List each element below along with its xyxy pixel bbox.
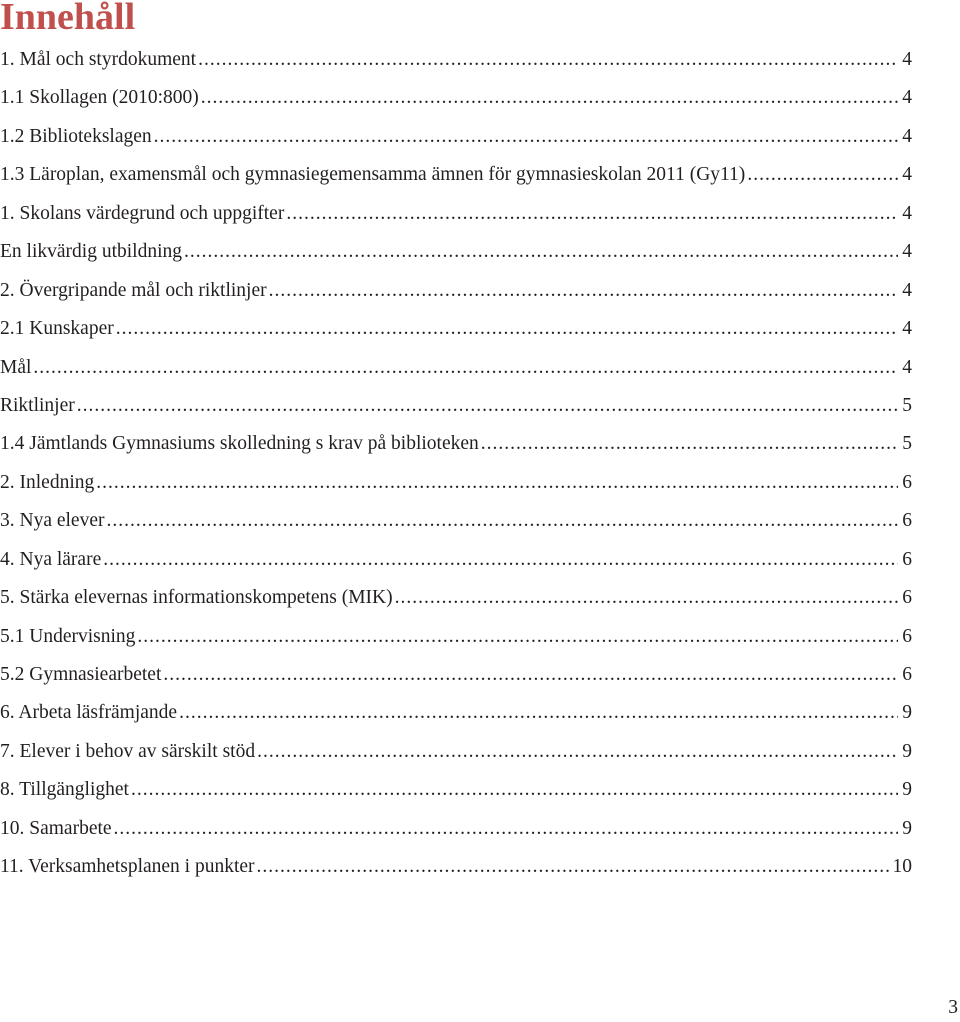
toc-entry-page: 4 <box>902 49 912 70</box>
toc-entry[interactable] <box>0 810 912 848</box>
toc-leader-dots <box>33 349 898 387</box>
toc-entry-label: 2. Övergripande mål och riktlinjer <box>0 279 267 301</box>
toc-entry[interactable] <box>0 79 912 117</box>
toc-entry[interactable] <box>0 233 912 271</box>
toc-entry-label: 1.4 Jämtlands Gymnasiums skolledning s krav på biblioteken <box>0 433 479 455</box>
toc-entry[interactable] <box>0 502 912 540</box>
toc-entry-page: 4 <box>902 87 912 109</box>
toc-entry-page: 4 <box>902 164 912 186</box>
toc-entry[interactable] <box>0 425 912 463</box>
toc-entry[interactable] <box>0 272 912 310</box>
toc-entry[interactable] <box>0 464 912 502</box>
toc-title: Innehåll <box>0 0 136 38</box>
toc-entry[interactable] <box>0 349 912 387</box>
page-number: 3 <box>948 997 958 1018</box>
toc-entry-page: 9 <box>902 702 912 724</box>
toc-leader-dots <box>114 810 899 848</box>
toc-entry-label: 1. Skolans värdegrund och uppgifter <box>0 202 285 224</box>
toc-entry[interactable] <box>0 848 912 886</box>
toc-entry-page: 9 <box>902 740 912 762</box>
toc-leader-dots <box>201 79 898 117</box>
toc-entry-label: Mål <box>0 356 32 378</box>
toc-entry-page: 6 <box>902 510 912 532</box>
toc-entry-label: 5. Stärka elevernas informationskompetens (MIK) <box>0 587 393 609</box>
toc-entry-page: 6 <box>902 664 912 685</box>
table-of-contents <box>0 41 912 887</box>
toc-entry[interactable] <box>0 771 912 809</box>
toc-entry[interactable] <box>0 41 912 79</box>
toc-leader-dots <box>77 387 899 425</box>
toc-leader-dots <box>103 541 898 579</box>
toc-leader-dots <box>257 733 898 771</box>
toc-leader-dots <box>481 425 898 463</box>
toc-leader-dots <box>131 771 898 809</box>
toc-entry-label: 2.1 Kunskaper <box>0 318 114 340</box>
toc-entry-page: 9 <box>902 817 912 839</box>
toc-leader-dots <box>137 618 898 656</box>
toc-entry-page: 4 <box>902 279 912 301</box>
toc-entry[interactable] <box>0 118 912 156</box>
toc-entry-label: 1.2 Bibliotekslagen <box>0 125 152 147</box>
toc-entry[interactable] <box>0 656 912 694</box>
toc-entry[interactable] <box>0 618 912 656</box>
toc-entry[interactable] <box>0 310 912 348</box>
toc-entry-page: 6 <box>902 587 912 609</box>
toc-leader-dots <box>154 118 899 156</box>
toc-entry-label: 8. Tillgänglighet <box>0 779 129 801</box>
toc-entry[interactable] <box>0 694 912 732</box>
toc-entry-label: 5.1 Undervisning <box>0 625 136 647</box>
toc-entry-label: 11. Verksamhetsplanen i punkter <box>0 856 255 878</box>
toc-leader-dots <box>107 502 899 540</box>
toc-entry-page: 4 <box>902 125 912 147</box>
toc-entry-page: 5 <box>902 433 912 455</box>
toc-leader-dots <box>116 310 899 348</box>
toc-leader-dots <box>179 694 898 732</box>
toc-leader-dots <box>96 464 898 502</box>
toc-entry-page: 6 <box>902 625 912 647</box>
toc-entry[interactable] <box>0 387 912 425</box>
toc-entry-page: 4 <box>902 318 912 340</box>
toc-entry-label: 3. Nya elever <box>0 510 105 532</box>
toc-entry-page: 4 <box>902 356 912 378</box>
toc-entry-label: 1.1 Skollagen (2010:800) <box>0 87 199 109</box>
toc-entry-page: 5 <box>902 394 912 416</box>
toc-entry-page: 6 <box>902 548 912 570</box>
toc-entry[interactable] <box>0 541 912 579</box>
toc-entry[interactable] <box>0 733 912 771</box>
toc-entry-label: En likvärdig utbildning <box>0 241 182 263</box>
toc-leader-dots <box>257 848 889 886</box>
toc-leader-dots <box>286 195 898 233</box>
toc-entry-label: 6. Arbeta läsfrämjande <box>0 702 178 724</box>
toc-entry-label: 7. Elever i behov av särskilt stöd <box>0 740 256 762</box>
toc-leader-dots <box>184 233 898 271</box>
toc-entry[interactable] <box>0 156 912 194</box>
toc-entry-page: 4 <box>902 241 912 263</box>
toc-entry-label: 5.2 Gymnasiearbetet <box>0 664 162 685</box>
toc-entry-label: 4. Nya lärare <box>0 548 102 570</box>
toc-leader-dots <box>269 272 899 310</box>
toc-entry-page: 4 <box>902 202 912 224</box>
toc-entry-label: 10. Samarbete <box>0 817 112 839</box>
toc-entry[interactable] <box>0 579 912 617</box>
toc-leader-dots <box>198 41 898 79</box>
toc-entry-label: 2. Inledning <box>0 471 95 493</box>
toc-entry-page: 6 <box>902 471 912 493</box>
toc-leader-dots <box>747 156 898 194</box>
toc-entry[interactable] <box>0 195 912 233</box>
toc-entry-label: 1. Mål och styrdokument <box>0 49 197 70</box>
toc-entry-label: Riktlinjer <box>0 394 75 416</box>
toc-leader-dots <box>163 656 898 694</box>
toc-entry-page: 9 <box>902 779 912 801</box>
toc-leader-dots <box>395 579 899 617</box>
toc-entry-label: 1.3 Läroplan, examensmål och gymnasiegemensamma ämnen för gymnasieskolan 2011 (Gy11) <box>0 164 746 186</box>
toc-entry-page: 10 <box>892 856 912 878</box>
